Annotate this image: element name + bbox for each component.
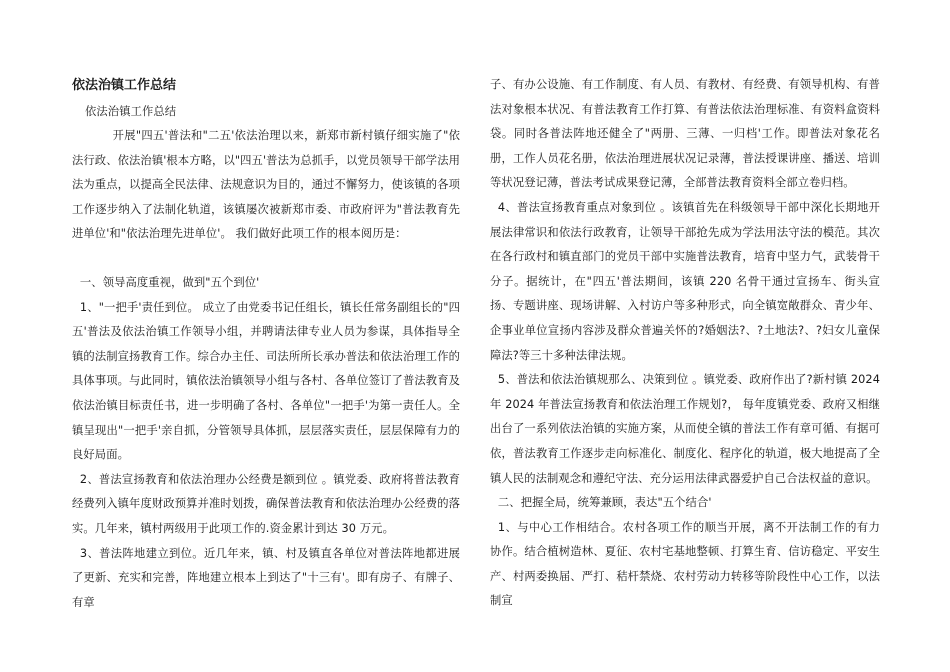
body-paragraph: 子、有办公设施、有工作制度、有人员、有教材、有经费、有领导机构、有普法对象根本状况、有普法教育工作打算、有普法依法治理标准、有资料盒资料袋。同时各普法阵地还健全了"两册、三薄、一归档'工作。即普法对象花名册，工作人员花名册，依法治理进展状况记录薄，普法授课讲座、播送、培训等状况登记薄，普法考试成果登记薄，全部普法教育资料全部立卷归档。 <box>490 78 880 190</box>
section-heading: 一、领导高度重视，做到"五个到位' <box>79 275 260 289</box>
section-heading: 二、把握全局，统筹兼顾，表达"五个结合' <box>497 496 712 510</box>
body-paragraph: 开展"四五'普法和"二五'依法治理以来，新郑市新村镇仔细实施了"依法行政、依法治镇'根本方略，以"四五'普法为总抓手，以党员领导干部学法用法为重点，以提高全民法律、法规意识为目的，通过不懈努力，使该镇的各项工作逐步纳入了法制化轨道，该镇屡次被新郑市委、市政府评为"普法教育先进单位'和"依法治理先进单位'。 我们做好此项工作的根本阅历是： <box>72 129 460 241</box>
paragraph-spacer <box>72 247 460 271</box>
body-paragraph: 5、普法和依法治镇规那么、决策到位 。镇党委、政府作出了?新村镇 2024 年 2024 年普法宣扬教育和依法治理工作规划?， 每年度镇党委、政府又相继出台了一系列依法治镇的实施方案，从而使全镇的普法工作有章可循、有据可依，普法教育工作逐步走向标准化、制度化、程序化的轨道，极大地提高了全镇人民的法制观念和遵纪守法、充分运用法律武器爱护自己合法权益的意识。 <box>490 373 880 485</box>
body-paragraph: 1、与中心工作相结合。农村各项工作的顺当开展，离不开法制工作的有力协作。结合植树造林、夏征、农村宅基地整顿、打算生育、信访稳定、平安生产、村两委换届、严打、秸杆禁烧、农村劳动力转移等阶段性中心工作，以法制宣 <box>490 520 880 608</box>
document-subtitle: 依法治镇工作总结 <box>85 105 177 118</box>
document-title: 依法治镇工作总结 <box>72 78 177 93</box>
left-column-body <box>72 124 460 615</box>
body-paragraph: 4、普法宣扬教育重点对象到位 。该镇首先在科级领导干部中深化长期地开展法律常识和依法行政教育，让领导干部抢先成为学法用法守法的模范。其次在各行政村和镇直部门的党员干部中实施普法教育，培育中坚力气，武装骨干分子。据统计，在"四五'普法期间，该镇 220 名骨干通过宣扬车、街头宣扬、专题讲座、现场讲解、入村访户等多种形式，向全镇宽敞群众、青少年、企事业单位宣扬内容涉及群众普遍关怀的?婚姻法?、?土地法?、?妇女儿童保障法?等三十多种法律法规。 <box>490 200 880 362</box>
body-paragraph: 1、"一把手'责任到位。 成立了由党委书记任组长，镇长任常务副组长的"四五'普法及依法治镇工作领导小组，并聘请法律专业人员为参谋，具体指导全镇的法制宣扬教育工作。综合办主任、司法所所长承办普法和依法治理工作的具体事项。与此同时，镇依法治镇领导小组与各村、各单位签订了普法教育及依法治镇目标责任书，进一步明确了各村、各单位"一把手'为第一责任人。全镇呈现出"一把手'亲自抓，分管领导具体抓，层层落实责任，层层保障有力的良好局面。 <box>72 300 460 462</box>
body-paragraph: 2、普法宣扬教育和依法治理办公经费是额到位 。镇党委、政府将普法教育经费列入镇年度财政预算并准时划拨，确保普法教育和依法治理办公经费的落实。几年来，镇村两级用于此项工作的.资金累计到达 30 万元。 <box>72 472 460 535</box>
right-column <box>490 73 880 614</box>
body-paragraph: 3、普法阵地建立到位。近几年来，镇、村及镇直各单位对普法阵地都进展了更新、充实和完善，阵地建立根本上到达了"十三有'。即有房子、有牌子、有章 <box>72 546 460 609</box>
